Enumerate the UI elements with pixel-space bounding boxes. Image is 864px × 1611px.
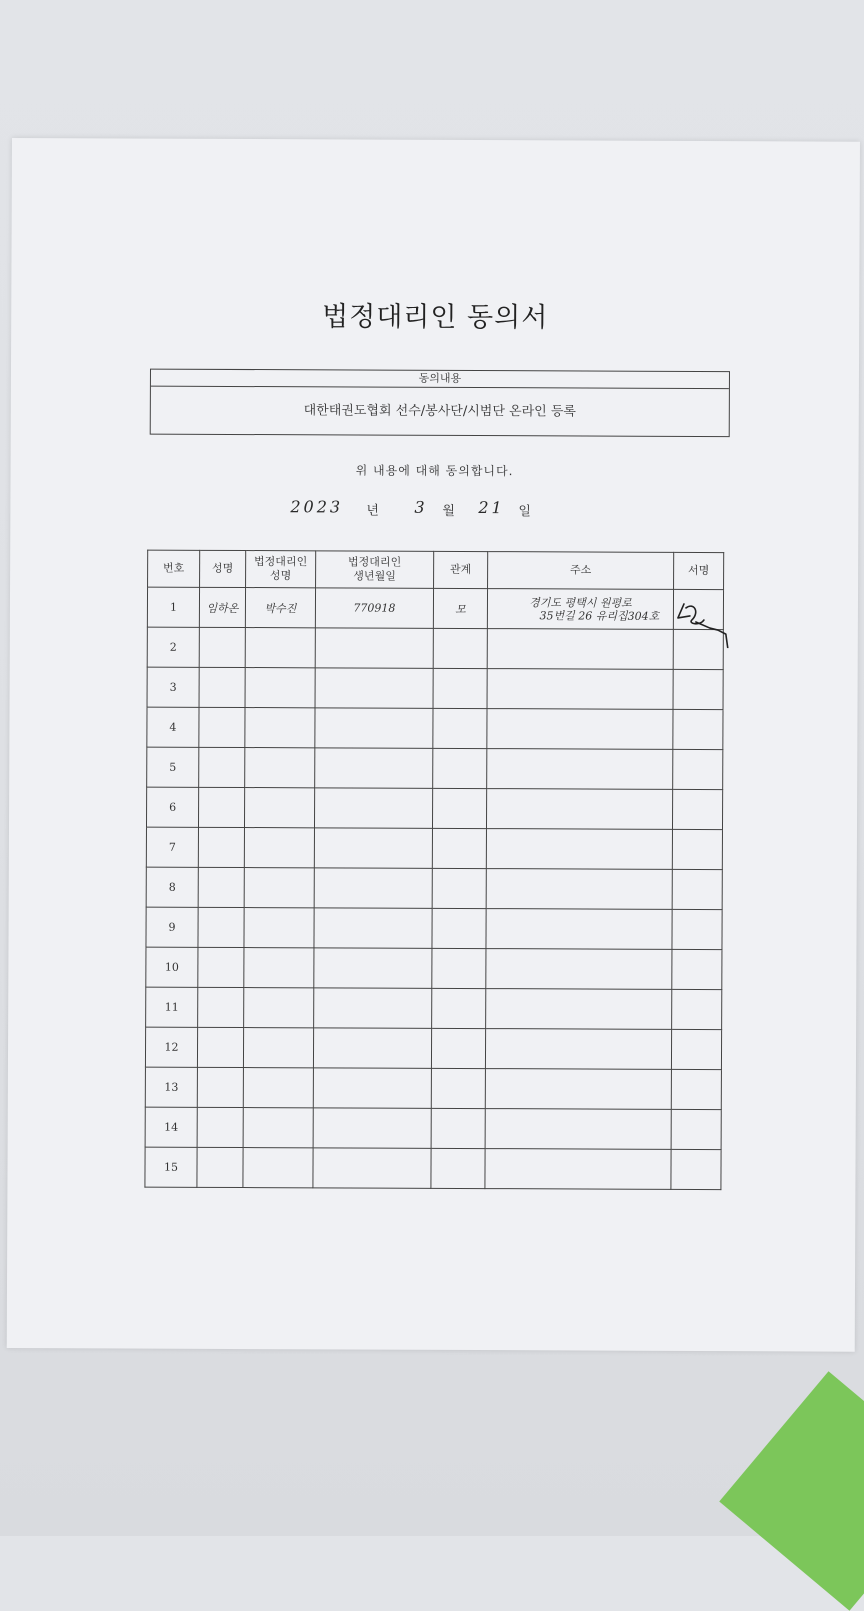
table-row [147, 627, 723, 670]
row-number: 7 [146, 827, 198, 867]
row-guardian-birth [313, 1028, 431, 1069]
row-address [486, 989, 672, 1030]
row-guardian-birth [313, 1108, 431, 1149]
row-signature [671, 1149, 721, 1189]
row-address-line1: 경기도 평택시 원평로 [529, 595, 632, 610]
row-guardian-name [243, 1108, 313, 1148]
row-name [198, 787, 244, 827]
row-relation: 모 [433, 588, 487, 628]
row-number: 9 [146, 907, 198, 947]
header-name: 성명 [200, 550, 246, 587]
row-signature [672, 949, 722, 989]
row-name [198, 907, 244, 947]
row-number: 1 [147, 587, 199, 627]
row-guardian-birth [313, 1068, 431, 1109]
row-signature [671, 1069, 721, 1109]
row-relation [433, 668, 487, 708]
table-row [145, 1027, 721, 1070]
row-number: 2 [147, 627, 199, 667]
row-signature [673, 669, 723, 709]
row-name [198, 987, 244, 1027]
header-guardian-birth-text: 법정대리인 생년월일 [348, 555, 402, 583]
handwritten-signature-icon [670, 588, 740, 648]
row-number: 10 [146, 947, 198, 987]
row-guardian-birth [313, 1148, 431, 1189]
row-signature [672, 789, 722, 829]
row-guardian-name [245, 708, 315, 748]
row-guardian-name [244, 988, 314, 1028]
row-address-line2: 35번길 26 유리집304호 [539, 608, 660, 623]
consent-form-paper [7, 138, 860, 1352]
row-relation [431, 1108, 485, 1148]
table-row [147, 747, 723, 790]
row-relation [432, 868, 486, 908]
row-number: 8 [146, 867, 198, 907]
row-relation [432, 908, 486, 948]
guardian-table [144, 550, 724, 1191]
row-relation [432, 828, 486, 868]
background-green-object [719, 1371, 864, 1611]
table-row [145, 1107, 721, 1150]
row-name [198, 867, 244, 907]
date-month-label: 월 [442, 503, 455, 519]
row-relation [432, 988, 486, 1028]
row-name [198, 947, 244, 987]
row-signature [671, 1109, 721, 1149]
row-signature [671, 1029, 721, 1069]
row-guardian-birth [314, 948, 432, 989]
row-guardian-birth: 770918 [315, 588, 433, 629]
header-relation: 관계 [434, 551, 488, 588]
row-name: 임하온 [199, 587, 245, 627]
row-guardian-birth [314, 868, 432, 909]
row-name [197, 1147, 243, 1187]
row-relation [433, 748, 487, 788]
consent-header: 동의내용 [151, 370, 729, 390]
row-name [197, 1107, 243, 1147]
row-name [199, 747, 245, 787]
row-relation [431, 1068, 485, 1108]
date-year-label: 년 [366, 503, 379, 519]
row-guardian-birth [314, 988, 432, 1029]
row-number: 12 [145, 1027, 197, 1067]
row-number: 5 [147, 747, 199, 787]
table-row [147, 707, 723, 750]
agree-statement: 위 내용에 대해 동의합니다. [355, 463, 514, 479]
row-address [486, 829, 672, 870]
row-guardian-name [244, 908, 314, 948]
row-guardian-birth [314, 788, 432, 829]
row-guardian-name [244, 948, 314, 988]
row-signature [672, 829, 722, 869]
row-guardian-name: 박수진 [245, 588, 315, 628]
row-address [486, 869, 672, 910]
row-address [486, 789, 672, 830]
row-relation [431, 1148, 485, 1188]
row-signature [672, 989, 722, 1029]
header-address: 주소 [488, 552, 674, 590]
row-guardian-birth [314, 908, 432, 949]
row-address [486, 949, 672, 990]
row-signature [673, 749, 723, 789]
row-address [485, 1069, 671, 1110]
row-guardian-name [244, 868, 314, 908]
header-guardian-name [246, 551, 316, 588]
row-guardian-name [243, 1028, 313, 1068]
row-address [485, 1149, 671, 1190]
table-row [146, 947, 722, 990]
row-number: 15 [145, 1147, 197, 1187]
table-row [145, 1067, 721, 1110]
table-row [147, 667, 723, 710]
date-year-value: 2023 [290, 497, 344, 517]
table-row [147, 587, 723, 630]
row-guardian-birth [314, 828, 432, 869]
row-guardian-birth [315, 748, 433, 789]
row-guardian-name [245, 668, 315, 708]
row-address [485, 1109, 671, 1150]
table-row [146, 787, 722, 830]
header-no: 번호 [148, 550, 200, 587]
row-number: 14 [145, 1107, 197, 1147]
header-guardian-name-text: 법정대리인 성명 [254, 555, 308, 583]
row-guardian-name [244, 788, 314, 828]
row-address [486, 909, 672, 950]
row-signature [673, 709, 723, 749]
row-guardian-birth [315, 708, 433, 749]
row-address [487, 589, 673, 630]
table-row [146, 987, 722, 1030]
row-address [487, 669, 673, 710]
table-row [145, 1147, 721, 1190]
row-number: 11 [146, 987, 198, 1027]
date-day-value: 21 [478, 498, 505, 518]
row-relation [432, 788, 486, 828]
consent-text: 대한태권도협회 선수/봉사단/시범단 온라인 등록 [303, 403, 576, 420]
row-address [485, 1029, 671, 1070]
table-row [146, 827, 722, 870]
table-row [146, 867, 722, 910]
row-number: 6 [146, 787, 198, 827]
header-guardian-birth [316, 551, 434, 589]
table-header-row [148, 550, 724, 590]
document-title: 법정대리인 동의서 [322, 301, 549, 334]
row-number: 13 [145, 1067, 197, 1107]
row-guardian-name [245, 628, 315, 668]
row-name [199, 707, 245, 747]
date-month-value: 3 [414, 497, 425, 517]
row-guardian-birth [315, 628, 433, 669]
row-guardian-birth [315, 668, 433, 709]
row-guardian-name [245, 748, 315, 788]
header-signature: 서명 [674, 552, 724, 589]
row-name [199, 627, 245, 667]
row-address [487, 709, 673, 750]
row-relation [431, 1028, 485, 1068]
row-relation [433, 708, 487, 748]
row-signature [672, 869, 722, 909]
row-name [198, 827, 244, 867]
date-day-label: 일 [518, 504, 531, 520]
row-address [487, 629, 673, 670]
row-name [199, 667, 245, 707]
row-guardian-name [244, 828, 314, 868]
row-guardian-name [243, 1068, 313, 1108]
consent-content-box [150, 369, 730, 438]
row-number: 4 [147, 707, 199, 747]
row-relation [433, 628, 487, 668]
table-row [146, 907, 722, 950]
row-relation [432, 948, 486, 988]
row-number: 3 [147, 667, 199, 707]
row-name [197, 1067, 243, 1107]
row-signature [672, 909, 722, 949]
row-guardian-name [243, 1148, 313, 1188]
row-name [197, 1027, 243, 1067]
row-address [487, 749, 673, 790]
